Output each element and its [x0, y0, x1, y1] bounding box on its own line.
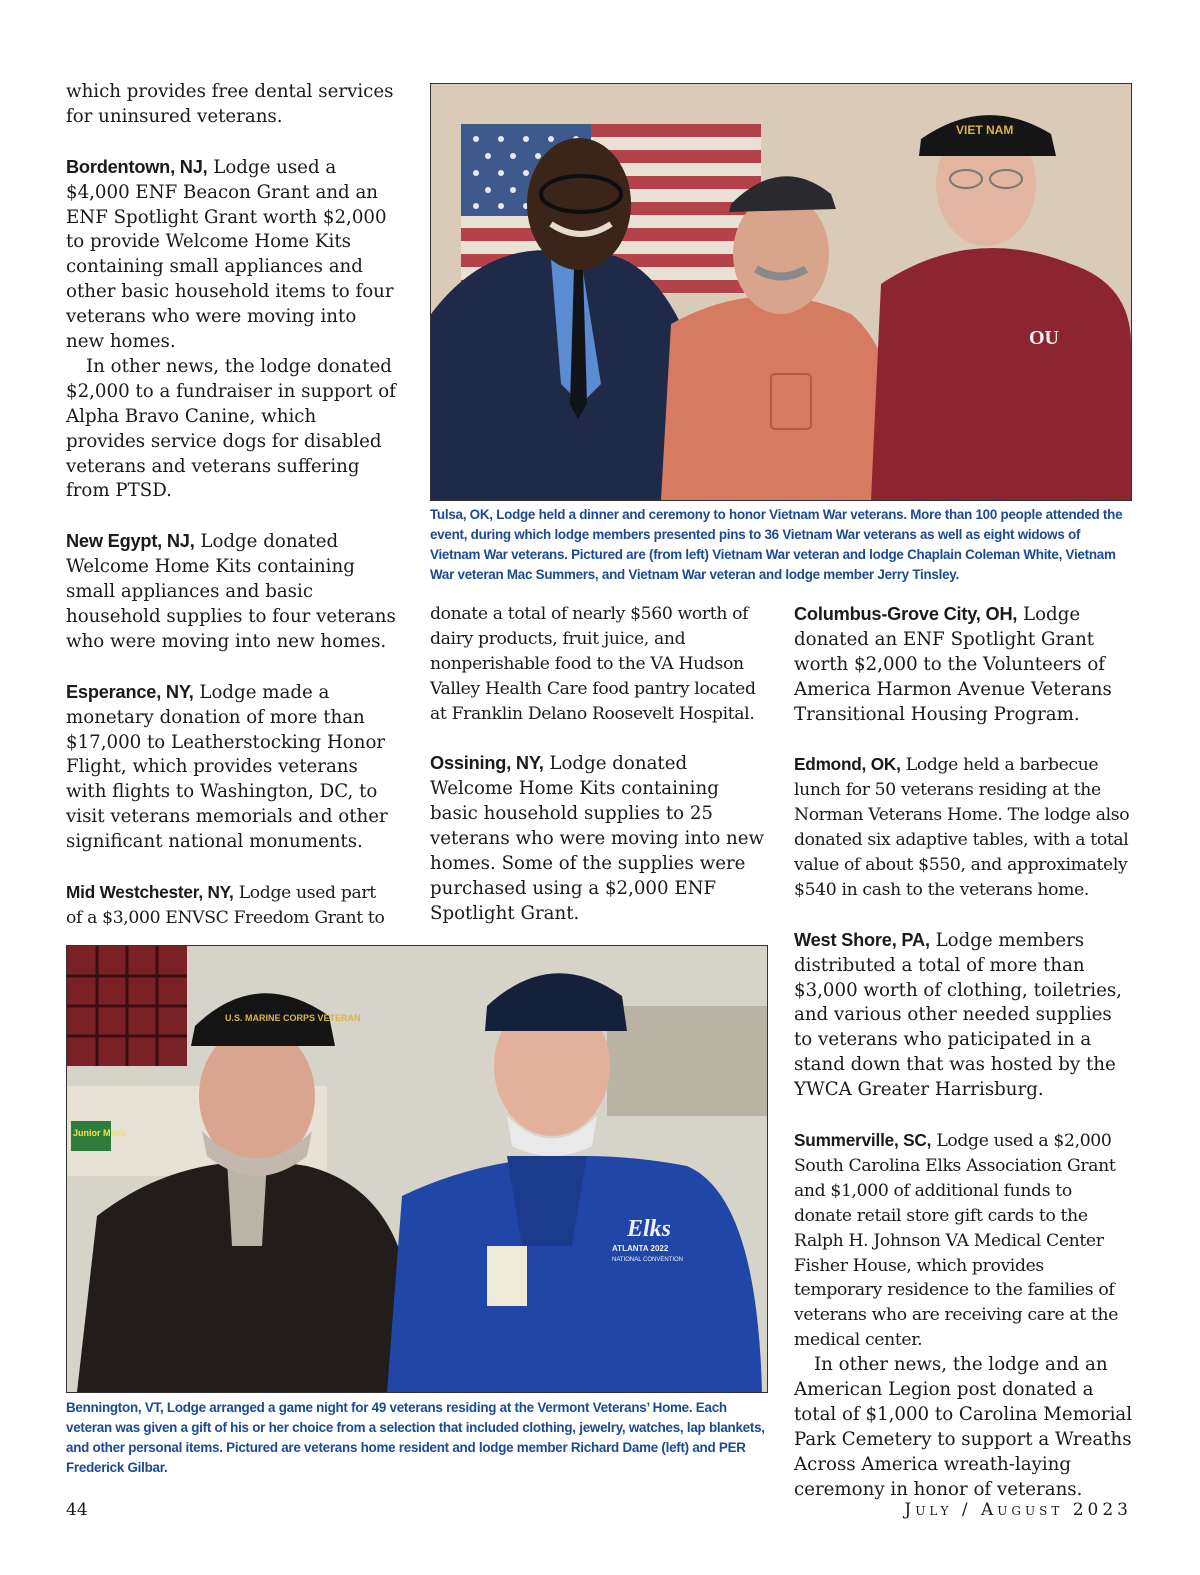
paragraph-bordentown [66, 155, 396, 355]
ou-logo-text: OU [1029, 327, 1059, 349]
column-right [794, 602, 1134, 1503]
column-left [66, 80, 396, 931]
cap-text: U.S. MARINE CORPS VETERAN [225, 1013, 361, 1023]
lead-columbus: Columbus-Grove City, OH, [794, 604, 1018, 624]
caption-bennington-lead: Bennington, VT, [66, 1400, 164, 1415]
paragraph-midwestchester [66, 880, 396, 931]
elks-shirt-logo: Elks [627, 1216, 672, 1242]
caption-tulsa-lead: Tulsa, OK, [430, 507, 493, 522]
text-westshore: Lodge members distributed a total of more than $3,000 worth of clothing, toiletries, and various other needed supplies to veterans who paticipated in a stand down that was hosted by the YWCA Greater Harrisburg. [794, 929, 1122, 1101]
paragraph-bordentown-2: In other news, the lodge donated $2,000 to a fundraiser in support of Alpha Bravo Canine, which provides service dogs for disabled veterans and veterans suffering from PTSD. [66, 355, 396, 502]
caption-bennington [66, 1398, 766, 1478]
name-badge [487, 1246, 527, 1306]
paragraph-esperance [66, 680, 396, 855]
photo-tulsa-veterans [430, 83, 1132, 501]
lead-summerville: Summerville, SC, [794, 1129, 932, 1150]
elks-shirt-sub2: NATIONAL CONVENTION [612, 1257, 684, 1263]
text-newegypt: Lodge donated Welcome Home Kits containing small appliances and basic household supplies to four veterans who were moving into new homes. [66, 531, 396, 652]
caption-tulsa [430, 505, 1130, 585]
lead-esperance: Esperance, NY, [66, 681, 194, 702]
lead-edmond: Edmond, OK, [794, 754, 901, 775]
paragraph-ossining [430, 751, 770, 926]
paragraph-newegypt [66, 529, 396, 655]
lead-westshore: West Shore, PA, [794, 929, 930, 950]
paragraph-summerville-2: In other news, the lodge and an American Legion post donated a total of $1,000 to Carolina Memorial Park Cemetery to support a Wreaths Across America wreath-laying ceremony in honor of veterans. [794, 1354, 1133, 1500]
elks-shirt-sub: ATLANTA 2022 [612, 1244, 669, 1253]
candy-box-text: Junior Mints [73, 1128, 127, 1138]
text-summerville: Lodge used a $2,000 South Carolina Elks Association Grant and $1,000 of additional funds to donate retail store gift cards to the Ralph H. Johnson VA Medical Center Fisher House, which provides temporary residence to the families of veterans who are receiving care at the medical center. [794, 1130, 1119, 1351]
text-columbus: Lodge donated an ENF Spotlight Grant worth $2,000 to the Volunteers of America Harmon Avenue Veterans Transitional Housing Program. [794, 604, 1112, 725]
paragraph-dental: which provides free dental services for uninsured veterans. [66, 81, 394, 127]
paragraph-columbus [794, 602, 1134, 728]
text-bordentown: Lodge used a $4,000 ENF Beacon Grant and an ENF Spotlight Grant worth $2,000 to provide Welcome Home Kits containing small appliances and other basic household items to four veterans who were moving into new homes. [66, 156, 394, 353]
lead-midwestchester: Mid Westchester, NY, [66, 881, 234, 902]
photo-bennington-veterans [66, 945, 768, 1393]
column-middle [430, 602, 770, 927]
paragraph-westshore [794, 928, 1134, 1103]
hat-text: VIET NAM [956, 123, 1014, 137]
caption-tulsa-text: Lodge held a dinner and ceremony to honor Vietnam War veterans. More than 100 people attended the event, during which lodge members presented pins to 36 Vietnam War veterans as well as eight widows of Vietnam War veterans. Pictured are (from left) Vietnam War veteran and lodge Chaplain Coleman White, Vietnam War veteran Mac Summers, and Vietnam War veteran and lodge member Jerry Tinsley. [430, 507, 1123, 582]
lead-ossining: Ossining, NY, [430, 753, 544, 774]
paragraph-edmond [794, 752, 1134, 902]
issue-date: July / August 2023 [904, 1500, 1132, 1520]
text-esperance: Lodge made a monetary donation of more than $17,000 to Leatherstocking Honor Flight, which provides veterans with flights to Washington, DC, to visit veterans memorials and other significant national monuments. [66, 681, 388, 853]
lead-newegypt: New Egypt, NJ, [66, 531, 195, 552]
text-edmond: Lodge held a barbecue lunch for 50 veterans residing at the Norman Veterans Home. The lodge also donated six adaptive tables, with a total value of about $550, and approximately $540 in cash to the veterans home. [794, 755, 1130, 900]
page-number: 44 [66, 1500, 88, 1520]
lead-bordentown: Bordentown, NJ, [66, 156, 208, 177]
paragraph-dairy: donate a total of nearly $560 worth of dairy products, fruit juice, and nonperishable food to the VA Hudson Valley Health Care food pantry located at Franklin Delano Roosevelt Hospital. [430, 604, 756, 724]
text-ossining: Lodge donated Welcome Home Kits containing basic household supplies to 25 veterans who were moving into new homes. Some of the supplies were purchased using a $2,000 ENF Spotlight Grant. [430, 753, 765, 924]
caption-bennington-text: Lodge arranged a game night for 49 veterans residing at the Vermont Veterans’ Home. Each veteran was given a gift of his or her choice from a selection that included clothing, jewelry, watches, lap blankets, and other personal items. Pictured are veterans home resident and lodge member Richard Dame (left) and PER Frederick Gilbar. [66, 1400, 765, 1475]
paragraph-summerville [794, 1128, 1134, 1353]
text-midwestchester: Lodge used part of a $3,000 ENVSC Freedom Grant to [66, 882, 385, 928]
